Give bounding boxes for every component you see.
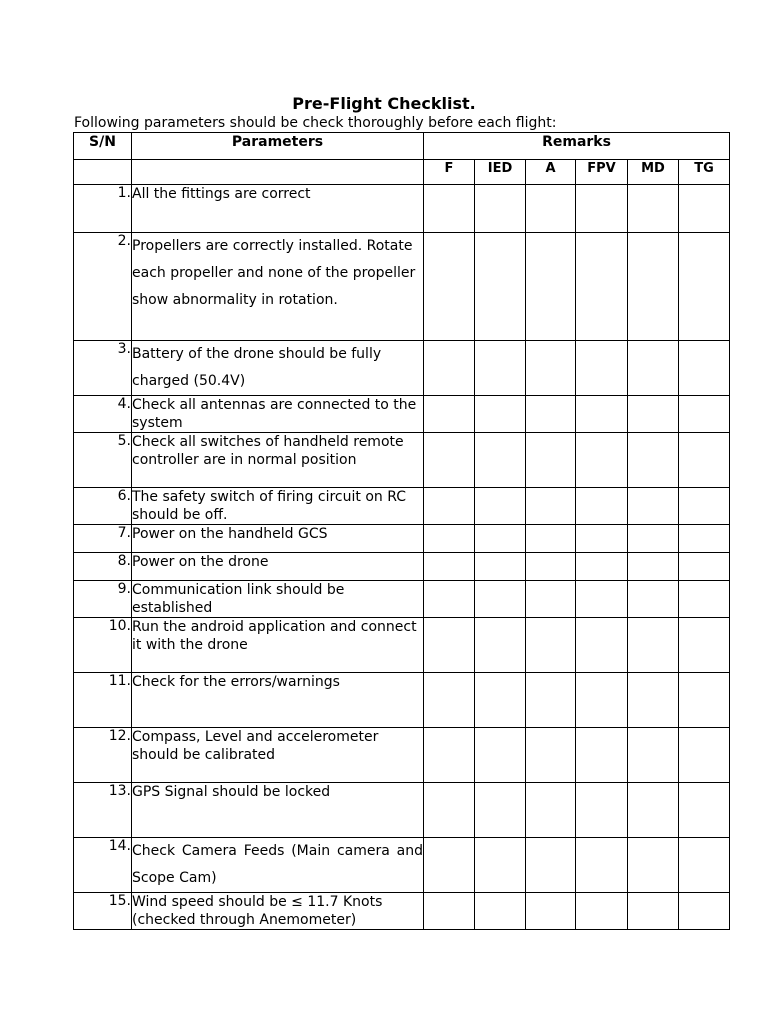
row-serial-number: 2. bbox=[74, 233, 132, 341]
row-parameter: Wind speed should be ≤ 11.7 Knots (checked through Anemometer) bbox=[132, 893, 424, 930]
remark-cell[interactable] bbox=[424, 783, 475, 838]
row-parameter: GPS Signal should be locked bbox=[132, 783, 424, 838]
remark-cell[interactable] bbox=[475, 783, 526, 838]
remark-cell[interactable] bbox=[424, 185, 475, 233]
remark-cell[interactable] bbox=[526, 838, 576, 893]
remark-cell[interactable] bbox=[679, 525, 730, 553]
remark-cell[interactable] bbox=[424, 488, 475, 525]
remark-cell[interactable] bbox=[475, 581, 526, 618]
remark-cell[interactable] bbox=[576, 233, 628, 341]
remark-cell[interactable] bbox=[526, 396, 576, 433]
remark-cell[interactable] bbox=[628, 673, 679, 728]
remark-cell[interactable] bbox=[526, 553, 576, 581]
remark-cell[interactable] bbox=[526, 783, 576, 838]
remark-cell[interactable] bbox=[679, 581, 730, 618]
remark-cell[interactable] bbox=[679, 618, 730, 673]
remark-cell[interactable] bbox=[679, 838, 730, 893]
remark-cell[interactable] bbox=[576, 553, 628, 581]
row-serial-number: 11. bbox=[74, 673, 132, 728]
table-row bbox=[74, 396, 730, 433]
table-row bbox=[74, 673, 730, 728]
remark-cell[interactable] bbox=[526, 488, 576, 525]
remark-col-header: TG bbox=[679, 160, 730, 185]
table-row bbox=[74, 525, 730, 553]
remark-cell[interactable] bbox=[628, 185, 679, 233]
remark-cell[interactable] bbox=[576, 838, 628, 893]
remark-cell[interactable] bbox=[576, 618, 628, 673]
remark-cell[interactable] bbox=[576, 525, 628, 553]
row-serial-number: 9. bbox=[74, 581, 132, 618]
row-serial-number: 10. bbox=[74, 618, 132, 673]
remark-cell[interactable] bbox=[679, 783, 730, 838]
remark-cell[interactable] bbox=[679, 488, 730, 525]
table-row bbox=[74, 341, 730, 396]
remark-cell[interactable] bbox=[424, 341, 475, 396]
row-parameter: Power on the drone bbox=[132, 553, 424, 581]
remark-cell[interactable] bbox=[475, 838, 526, 893]
remark-cell[interactable] bbox=[475, 553, 526, 581]
remark-cell[interactable] bbox=[576, 341, 628, 396]
remark-cell[interactable] bbox=[576, 728, 628, 783]
remark-cell[interactable] bbox=[576, 396, 628, 433]
remark-cell[interactable] bbox=[475, 893, 526, 930]
remark-cell[interactable] bbox=[576, 433, 628, 488]
remark-cell[interactable] bbox=[475, 185, 526, 233]
remark-cell[interactable] bbox=[526, 185, 576, 233]
page-title: Pre-Flight Checklist. bbox=[292, 94, 476, 113]
table-row bbox=[74, 185, 730, 233]
remark-cell[interactable] bbox=[424, 233, 475, 341]
row-serial-number: 8. bbox=[74, 553, 132, 581]
remark-cell[interactable] bbox=[424, 893, 475, 930]
remark-cell[interactable] bbox=[628, 525, 679, 553]
row-parameter: Communication link should be established bbox=[132, 581, 424, 618]
remark-cell[interactable] bbox=[475, 433, 526, 488]
remark-cell[interactable] bbox=[679, 185, 730, 233]
remark-cell[interactable] bbox=[679, 893, 730, 930]
remark-cell[interactable] bbox=[679, 673, 730, 728]
row-parameter: All the fittings are correct bbox=[132, 185, 424, 233]
remark-cell[interactable] bbox=[628, 618, 679, 673]
row-parameter: Check for the errors/warnings bbox=[132, 673, 424, 728]
remark-cell[interactable] bbox=[576, 673, 628, 728]
remark-cell[interactable] bbox=[526, 581, 576, 618]
remark-cell[interactable] bbox=[526, 728, 576, 783]
remark-cell[interactable] bbox=[475, 233, 526, 341]
table-row bbox=[74, 618, 730, 673]
remark-cell[interactable] bbox=[424, 433, 475, 488]
remark-cell[interactable] bbox=[475, 525, 526, 553]
remark-cell[interactable] bbox=[526, 893, 576, 930]
remark-cell[interactable] bbox=[475, 488, 526, 525]
subheader-blank bbox=[74, 160, 132, 185]
remark-cell[interactable] bbox=[576, 581, 628, 618]
remark-cell[interactable] bbox=[475, 396, 526, 433]
row-serial-number: 1. bbox=[74, 185, 132, 233]
remark-cell[interactable] bbox=[424, 396, 475, 433]
row-serial-number: 12. bbox=[74, 728, 132, 783]
remark-cell[interactable] bbox=[526, 525, 576, 553]
remark-cell[interactable] bbox=[679, 553, 730, 581]
remark-cell[interactable] bbox=[628, 396, 679, 433]
header-parameters: Parameters bbox=[132, 133, 424, 160]
remark-cell[interactable] bbox=[526, 618, 576, 673]
checklist-table bbox=[73, 132, 730, 930]
remark-cell[interactable] bbox=[628, 341, 679, 396]
remark-cell[interactable] bbox=[526, 433, 576, 488]
row-serial-number: 14. bbox=[74, 838, 132, 893]
row-serial-number: 7. bbox=[74, 525, 132, 553]
remark-cell[interactable] bbox=[628, 488, 679, 525]
row-serial-number: 4. bbox=[74, 396, 132, 433]
remark-cell[interactable] bbox=[475, 618, 526, 673]
remark-cell[interactable] bbox=[424, 838, 475, 893]
row-parameter: Compass, Level and accelerometer should be calibrated bbox=[132, 728, 424, 783]
row-parameter: Check all switches of handheld remote controller are in normal position bbox=[132, 433, 424, 488]
remark-cell[interactable] bbox=[679, 341, 730, 396]
remark-cell[interactable] bbox=[576, 783, 628, 838]
remark-cell[interactable] bbox=[424, 618, 475, 673]
header-sn: S/N bbox=[74, 133, 132, 160]
row-parameter: Run the android application and connect it with the drone bbox=[132, 618, 424, 673]
remark-cell[interactable] bbox=[424, 673, 475, 728]
row-serial-number: 3. bbox=[74, 341, 132, 396]
remark-cell[interactable] bbox=[526, 673, 576, 728]
table-row bbox=[74, 581, 730, 618]
remark-cell[interactable] bbox=[628, 233, 679, 341]
table-row bbox=[74, 433, 730, 488]
remark-cell[interactable] bbox=[424, 525, 475, 553]
remark-cell[interactable] bbox=[628, 893, 679, 930]
header-remarks: Remarks bbox=[424, 133, 730, 160]
remark-cell[interactable] bbox=[424, 581, 475, 618]
table-row bbox=[74, 728, 730, 783]
remark-cell[interactable] bbox=[628, 553, 679, 581]
row-parameter: Power on the handheld GCS bbox=[132, 525, 424, 553]
table-row bbox=[74, 488, 730, 525]
table-row bbox=[74, 553, 730, 581]
row-serial-number: 5. bbox=[74, 433, 132, 488]
row-parameter: Battery of the drone should be fully charged (50.4V) bbox=[132, 341, 424, 396]
remark-col-header: IED bbox=[475, 160, 526, 185]
subheader-row bbox=[74, 160, 730, 185]
header-row bbox=[74, 133, 730, 160]
remark-cell[interactable] bbox=[475, 728, 526, 783]
remark-cell[interactable] bbox=[628, 728, 679, 783]
table-row bbox=[74, 838, 730, 893]
remark-cell[interactable] bbox=[475, 341, 526, 396]
table-row bbox=[74, 233, 730, 341]
remark-cell[interactable] bbox=[628, 838, 679, 893]
remark-col-header: A bbox=[526, 160, 576, 185]
intro-text: Following parameters should be check thoroughly before each flight: bbox=[74, 115, 557, 131]
remark-cell[interactable] bbox=[526, 233, 576, 341]
table-row bbox=[74, 893, 730, 930]
remark-cell[interactable] bbox=[628, 433, 679, 488]
row-parameter: Propellers are correctly installed. Rotate each propeller and none of the propeller show abnormality in rotation. bbox=[132, 233, 424, 341]
checklist-body bbox=[74, 185, 730, 930]
remark-col-header: F bbox=[424, 160, 475, 185]
row-parameter: The safety switch of firing circuit on RC should be off. bbox=[132, 488, 424, 525]
remark-cell[interactable] bbox=[628, 783, 679, 838]
remark-cell[interactable] bbox=[628, 581, 679, 618]
remark-cell[interactable] bbox=[424, 553, 475, 581]
remark-cell[interactable] bbox=[679, 728, 730, 783]
remark-cell[interactable] bbox=[526, 341, 576, 396]
remark-cell[interactable] bbox=[576, 488, 628, 525]
remark-cell[interactable] bbox=[679, 396, 730, 433]
remark-cell[interactable] bbox=[475, 673, 526, 728]
row-serial-number: 6. bbox=[74, 488, 132, 525]
row-parameter: Check Camera Feeds (Main camera and Scope Cam) bbox=[132, 838, 424, 893]
row-serial-number: 13. bbox=[74, 783, 132, 838]
remark-cell[interactable] bbox=[424, 728, 475, 783]
remark-cell[interactable] bbox=[576, 893, 628, 930]
remark-col-header: MD bbox=[628, 160, 679, 185]
remark-col-header: FPV bbox=[576, 160, 628, 185]
row-serial-number: 15. bbox=[74, 893, 132, 930]
table-row bbox=[74, 783, 730, 838]
remark-cell[interactable] bbox=[679, 233, 730, 341]
remark-cell[interactable] bbox=[576, 185, 628, 233]
row-parameter: Check all antennas are connected to the system bbox=[132, 396, 424, 433]
subheader-blank bbox=[132, 160, 424, 185]
remark-cell[interactable] bbox=[679, 433, 730, 488]
